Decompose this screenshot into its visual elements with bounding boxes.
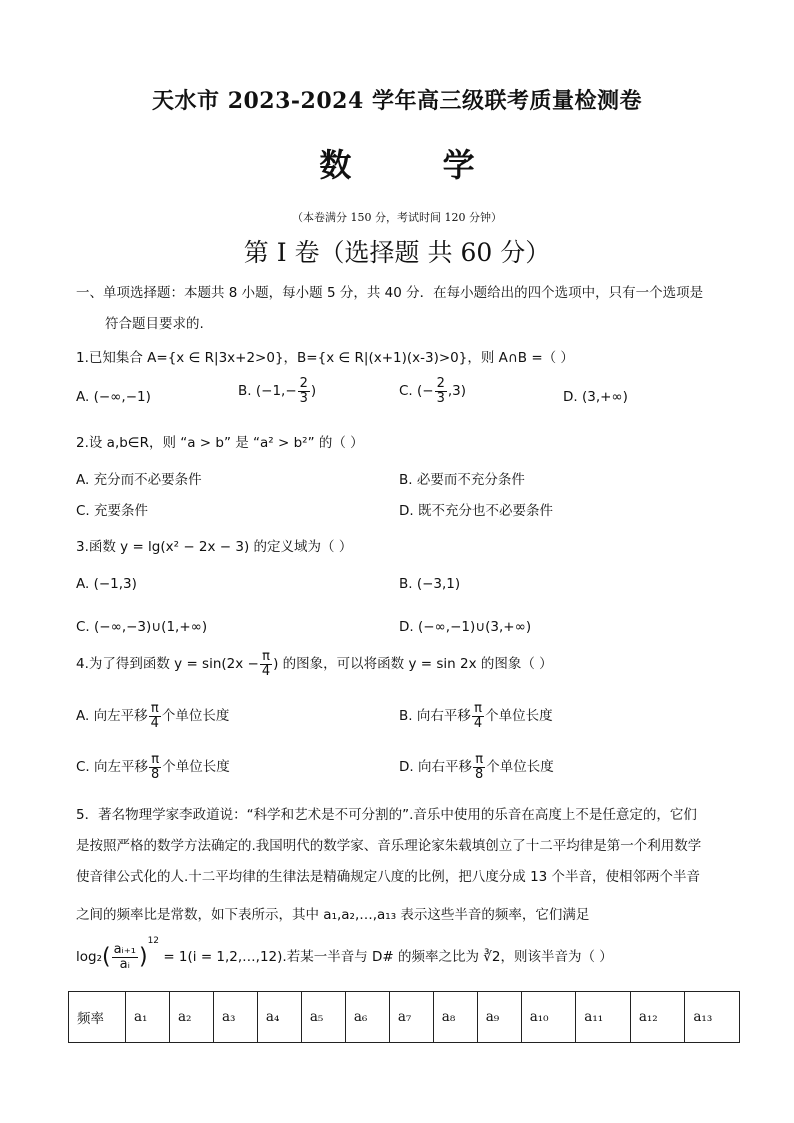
q4-a-fraction: $\frac{\pi}{4}$ [150,701,159,731]
q3-option-b: B. (−3,1) [399,576,461,592]
q4-option-c: C. 向左平移 $\frac{\pi}{8}$ 个单位长度 [76,752,230,782]
q5-line1: 5．著名物理学家李政道说：“科学和艺术是不可分割的”.音乐中使用的乐音在高度上不是任意定的，它们 [76,807,697,823]
q3-stem: 3.函数 y = lg(x² − 2x − 3) 的定义域为（ ） [76,539,353,555]
q2-option-c: C. 充要条件 [76,503,149,519]
table-cell: a₆ [345,992,389,1043]
q5-ratio-fraction: $\frac{\text{aᵢ₊₁}}{\text{aᵢ}}$ [113,941,136,972]
q4-option-d: D. 向右平移 $\frac{\pi}{8}$ 个单位长度 [399,752,554,782]
q1-stem: 1.已知集合 A={x ∈ R|3x+2>0}，B={x ∈ R|(x+1)(x-3)>0}，则 A∩B =（ ） [76,350,574,366]
exam-note: （本卷满分 150 分，考试时间 120 分钟） [292,211,502,224]
q1-option-c: C. (− $\frac{2}{3}$ ,3) [399,376,467,406]
table-cell: a₁₃ [685,992,740,1043]
q4-d-fraction: $\frac{\pi}{8}$ [474,752,484,782]
table-header-cell: 频率 [69,992,126,1043]
table-cell: a₅ [301,992,345,1043]
q1-b-fraction: $\frac{2}{3}$ [299,376,308,406]
q1-option-a: A. (−∞,−1) [76,389,151,405]
q4-option-a: A. 向左平移 $\frac{\pi}{4}$ 个单位长度 [76,701,230,731]
table-cell: a₁₂ [630,992,685,1043]
q3-option-d: D. (−∞,−1)∪(3,+∞) [399,619,532,635]
table-cell: a₁ [126,992,170,1043]
table-cell: a₄ [257,992,301,1043]
q5-line3: 使音律公式化的人.十二平均律的生律法是精确规定八度的比例，把八度分成 13 个半音，使相邻两个半音 [76,869,701,885]
instructions-line2: 符合题目要求的. [105,316,204,332]
q2-option-a: A. 充分而不必要条件 [76,472,202,488]
table-cell: a₉ [477,992,521,1043]
frequency-table [68,991,740,1043]
table-row [69,992,740,1043]
q2-stem: 2.设 a,b∈R，则 “a > b” 是 “a² > b²” 的（ ） [76,435,364,451]
table-cell: a₇ [389,992,433,1043]
q5-line4: 之间的频率比是常数，如下表所示，其中 a₁,a₂,…,a₁₃ 表示这些半音的频率，它们满足 [76,907,590,923]
q4-b-fraction: $\frac{\pi}{4}$ [473,701,483,731]
q4-option-b: B. 向右平移 $\frac{\pi}{4}$ 个单位长度 [399,701,553,731]
q4-stem-fraction: $\frac{\pi}{4}$ [261,649,271,679]
q1-option-d: D. (3,+∞) [563,389,628,405]
section-title: 第 I 卷（选择题 共 60 分） [243,238,551,267]
q4-stem: 4.为了得到函数 y = sin(2x − $\frac{\pi}{4}$ ) 的图象，可以将函数 y = sin 2x 的图象（ ） [76,649,553,679]
q3-option-c: C. (−∞,−3)∪(1,+∞) [76,619,208,635]
table-cell: a₁₀ [521,992,576,1043]
subject-title: 数 学 [319,146,515,184]
table-cell: a₂ [169,992,213,1043]
q1-c-fraction: $\frac{2}{3}$ [436,376,445,406]
q5-formula: log₂( $\frac{\text{aᵢ₊₁}}{\text{aᵢ}}$ )$^{12}$ = 1(i = 1,2,…,12).若某一半音与 D# 的频率之比为 ∛2，则该半音为（ ） [76,936,613,972]
q5-line2: 是按照严格的数学方法确定的.我国明代的数学家、音乐理论家朱载填创立了十二平均律是第一个利用数学 [76,838,702,854]
exam-title: 天水市 2023-2024 学年高三级联考质量检测卷 [152,88,642,114]
table-cell: a₃ [213,992,257,1043]
q1-option-b: B. (−1,− $\frac{2}{3}$ ) [238,376,317,406]
table-cell: a₈ [433,992,477,1043]
q3-option-a: A. (−1,3) [76,576,137,592]
q4-c-fraction: $\frac{\pi}{8}$ [151,752,160,782]
table-cell: a₁₁ [576,992,631,1043]
q2-option-b: B. 必要而不充分条件 [399,472,525,488]
q2-option-d: D. 既不充分也不必要条件 [399,503,553,519]
instructions-line1: 一、单项选择题：本题共 8 小题，每小题 5 分，共 40 分．在每小题给出的四个选项中，只有一个选项是 [76,285,704,301]
